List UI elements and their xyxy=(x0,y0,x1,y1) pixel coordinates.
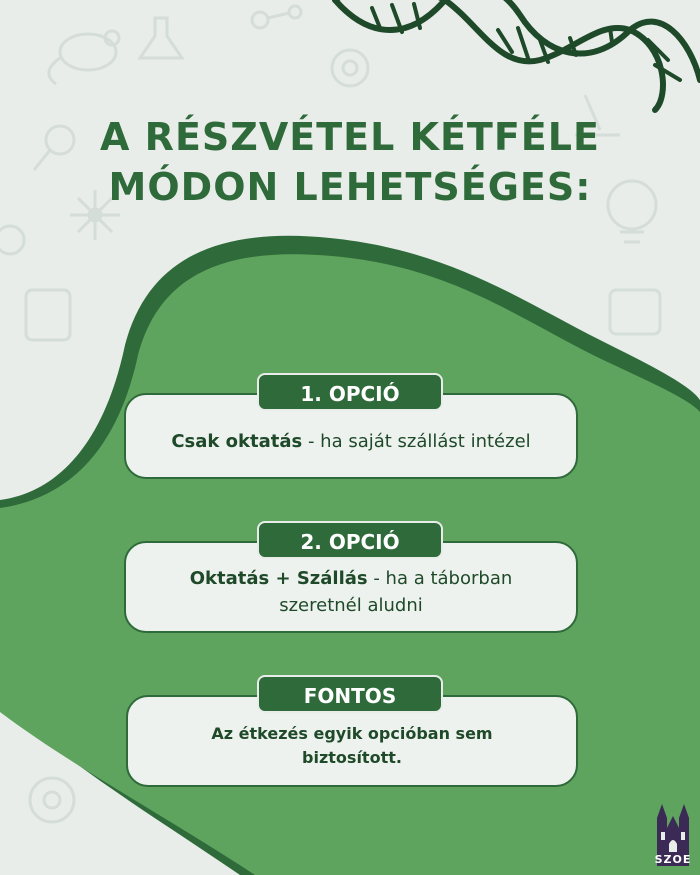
dna-helix-icon xyxy=(335,0,700,110)
option-1-title: Csak oktatás xyxy=(171,430,303,452)
option-2-label: 2. OPCIÓ xyxy=(257,521,443,559)
logo-text: SZOE xyxy=(654,853,692,866)
option-1-label: 1. OPCIÓ xyxy=(257,373,443,411)
option-2-description: - ha a táborban szeretnél aludni xyxy=(279,568,513,616)
mouse-icon xyxy=(49,31,119,84)
option-2-text xyxy=(176,565,526,619)
flask-icon xyxy=(140,18,182,58)
option-2-title: Oktatás + Szállás xyxy=(189,568,368,589)
title-line-2: MÓDON LEHETSÉGES: xyxy=(108,165,592,209)
page-title xyxy=(0,112,700,212)
option-1-text xyxy=(171,428,530,455)
important-label: FONTOS xyxy=(257,675,443,713)
important-text: Az étkezés egyik opcióban sem biztosított. xyxy=(211,724,493,767)
title-line-1: A RÉSZVÉTEL KÉTFÉLE xyxy=(100,115,600,159)
option-1-description: - ha saját szállást intézel xyxy=(302,430,531,452)
